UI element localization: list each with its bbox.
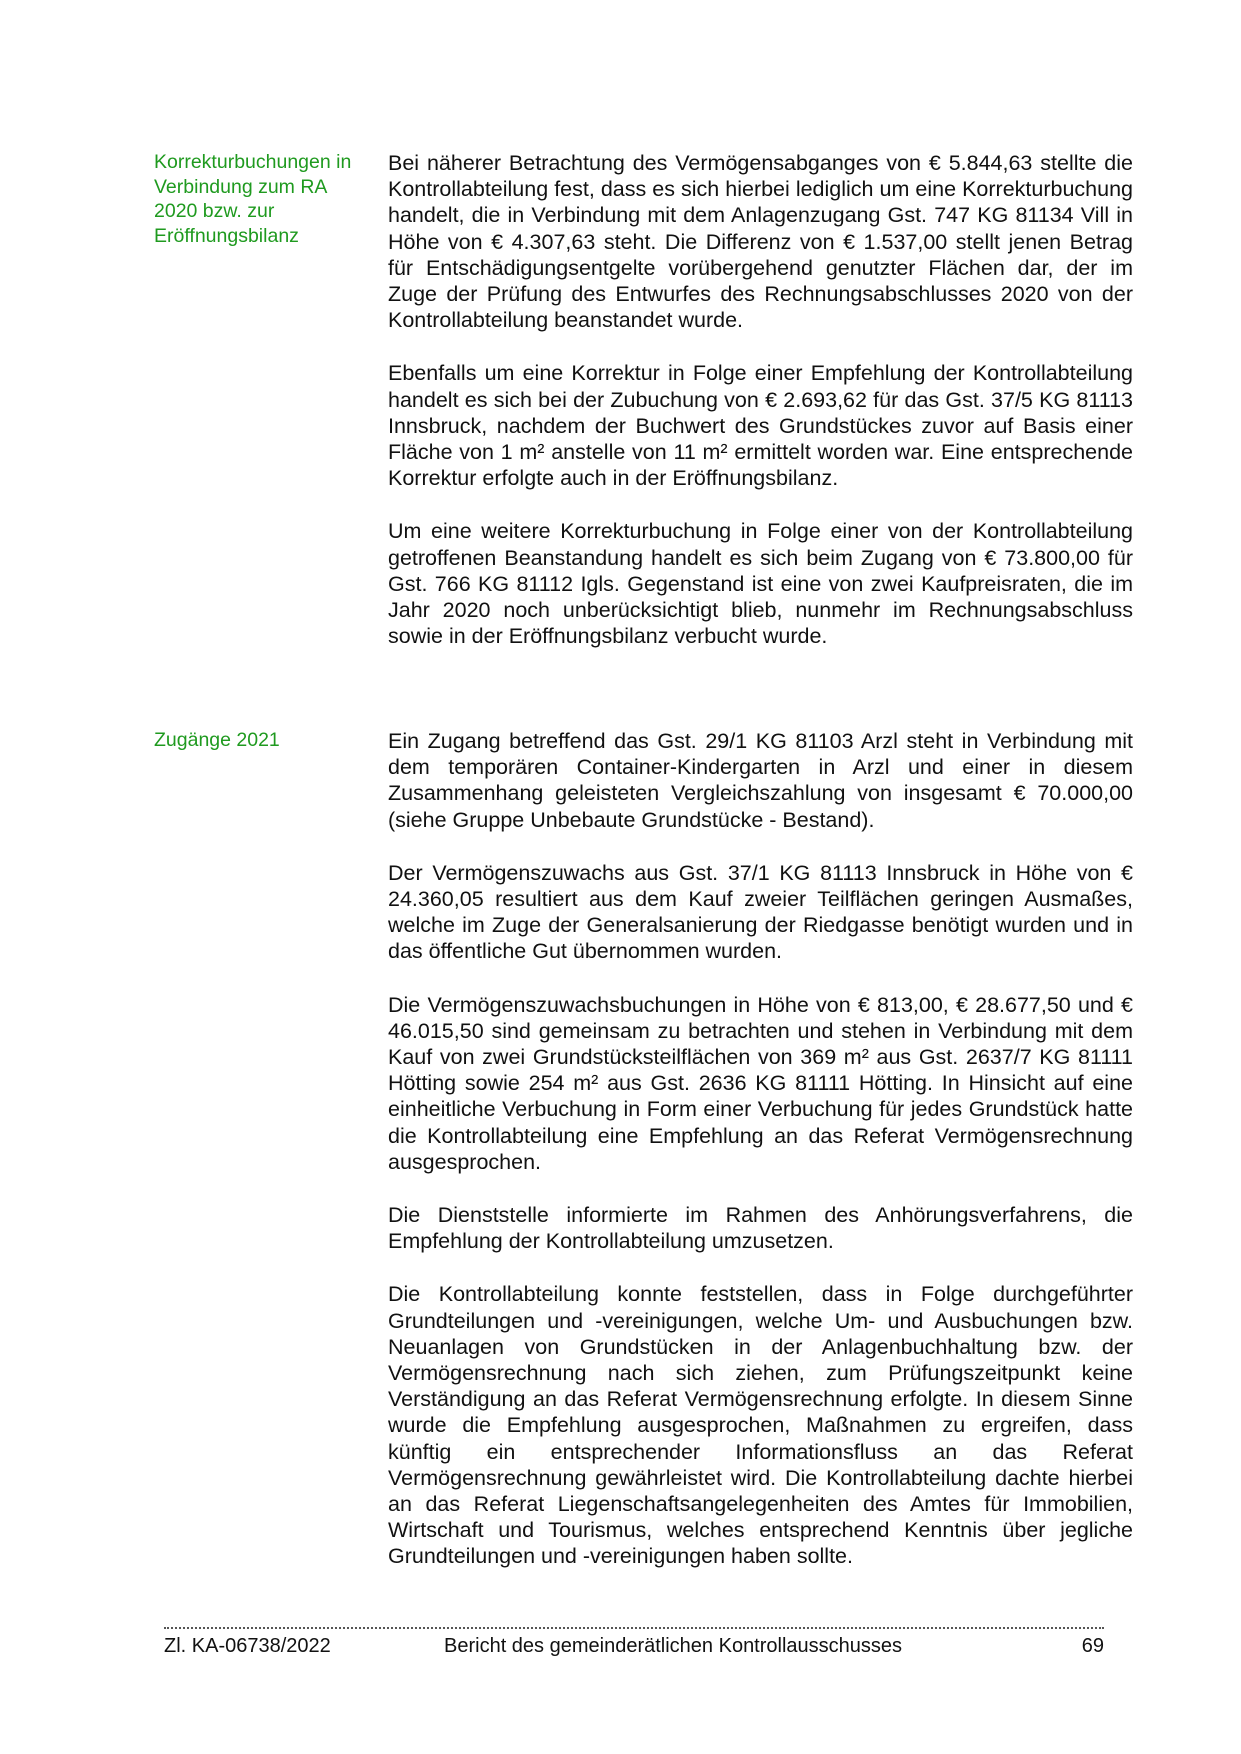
paragraph: Um eine weitere Korrekturbuchung in Folge einer von der Kontrollabteilung getroffenen Beanstandung handelt es sich beim Zugang von € 73.800,00 für Gst. 766 KG 81112 Igls. Gegenstand ist eine von zwei Kaufpreisraten, die im Jahr 2020 noch unberücksichtigt blieb, nunmehr im Rechnungsabschluss sowie in der Eröffnungsbilanz verbucht wurde. (388, 519, 1133, 649)
paragraph: Die Vermögenszuwachsbuchungen in Höhe von € 813,00, € 28.677,50 und € 46.015,50 sind gemeinsam zu betrachten und stehen in Verbindung mit dem Kauf von zwei Grundstücksteilflächen von 369 m² aus Gst. 2637/7 KG 81111 Hötting sowie 254 m² aus Gst. 2636 KG 81111 Hötting. In Hinsicht auf eine einheitliche Verbuchung in Form einer Verbuchung für jedes Grundstück hatte die Kontrollabteilung eine Empfehlung an das Referat Vermögensrechnung ausgesprochen. (388, 992, 1133, 1174)
section-body (388, 150, 1133, 676)
paragraph: Die Kontrollabteilung konnte feststellen, dass in Folge durchgeführter Grundteilungen und -vereinigungen, welche Um- und Ausbuchungen bzw. Neuanlagen von Grundstücken in der Anlagenbuchhaltung bzw. der Vermögensrechnung nach sich ziehen, zum Prüfungszeitpunkt keine Verständigung an das Referat Vermögensrechnung erfolgte. In diesem Sinne wurde die Empfehlung ausgesprochen, Maßnahmen zu ergreifen, dass künftig ein entsprechender Informationsfluss an das Referat Vermögensrechnung gewährleistet wird. Die Kontrollabteilung dachte hierbei an das Referat Liegenschaftsangelegenheiten des Amtes für Immobilien, Wirtschaft und Tourismus, welches entsprechend Kenntnis über jegliche Grundteilungen und -vereinigungen haben sollte. (388, 1282, 1133, 1569)
paragraph: Bei näherer Betrachtung des Vermögensabganges von € 5.844,63 stellte die Kontrollabteilung fest, dass es sich hierbei lediglich um eine Korrekturbuchung handelt, die in Verbindung mit dem Anlagenzugang Gst. 747 KG 81134 Vill in Höhe von € 4.307,63 steht. Die Differenz von € 1.537,00 stellt jenen Betrag für Entschädigungsentgelte vorübergehend genutzter Flächen dar, der im Zuge der Prüfung des Entwurfes des Rechnungsabschlusses 2020 von der Kontrollabteilung beanstandet wurde. (388, 151, 1133, 333)
footer-reference: Zl. KA-06738/2022 (164, 1635, 331, 1657)
paragraph: Die Dienststelle informierte im Rahmen des Anhörungsverfahrens, die Empfehlung der Kontrollabteilung umzusetzen. (388, 1203, 1133, 1254)
page-number: 69 (1081, 1635, 1104, 1657)
margin-note: Korrekturbuchungen in Verbindung zum RA 2020 bzw. zur Eröffnungsbilanz (154, 151, 352, 247)
paragraph: Der Vermögenszuwachs aus Gst. 37/1 KG 81113 Innsbruck in Höhe von € 24.360,05 resultiert aus dem Kauf zweier Teilflächen geringen Ausmaßes, welche im Zuge der Generalsanierung der Riedgasse benötigt wurden und in das öffentliche Gut übernommen wurden. (388, 860, 1133, 964)
margin-note: Zugänge 2021 (154, 729, 280, 751)
section-body (388, 728, 1133, 1597)
paragraph: Ein Zugang betreffend das Gst. 29/1 KG 81103 Arzl steht in Verbindung mit dem temporären Container-Kindergarten in Arzl und einer in diesem Zusammenhang geleisteten Vergleichszahlung von insgesamt € 70.000,00 (siehe Gruppe Unbebaute Grundstücke - Bestand). (388, 729, 1133, 832)
paragraph: Ebenfalls um eine Korrektur in Folge einer Empfehlung der Kontrollabteilung handelt es sich bei der Zubuchung von € 2.693,62 für das Gst. 37/5 KG 81113 Innsbruck, nachdem der Buchwert des Grundstückes zuvor auf Basis einer Fläche von 1 m² anstelle von 11 m² ermittelt worden war. Eine entsprechende Korrektur erfolgte auch in der Eröffnungsbilanz. (388, 361, 1133, 491)
footer-title: Bericht des gemeinderätlichen Kontrollausschusses (444, 1635, 903, 1657)
footer-divider (164, 1627, 1104, 1629)
